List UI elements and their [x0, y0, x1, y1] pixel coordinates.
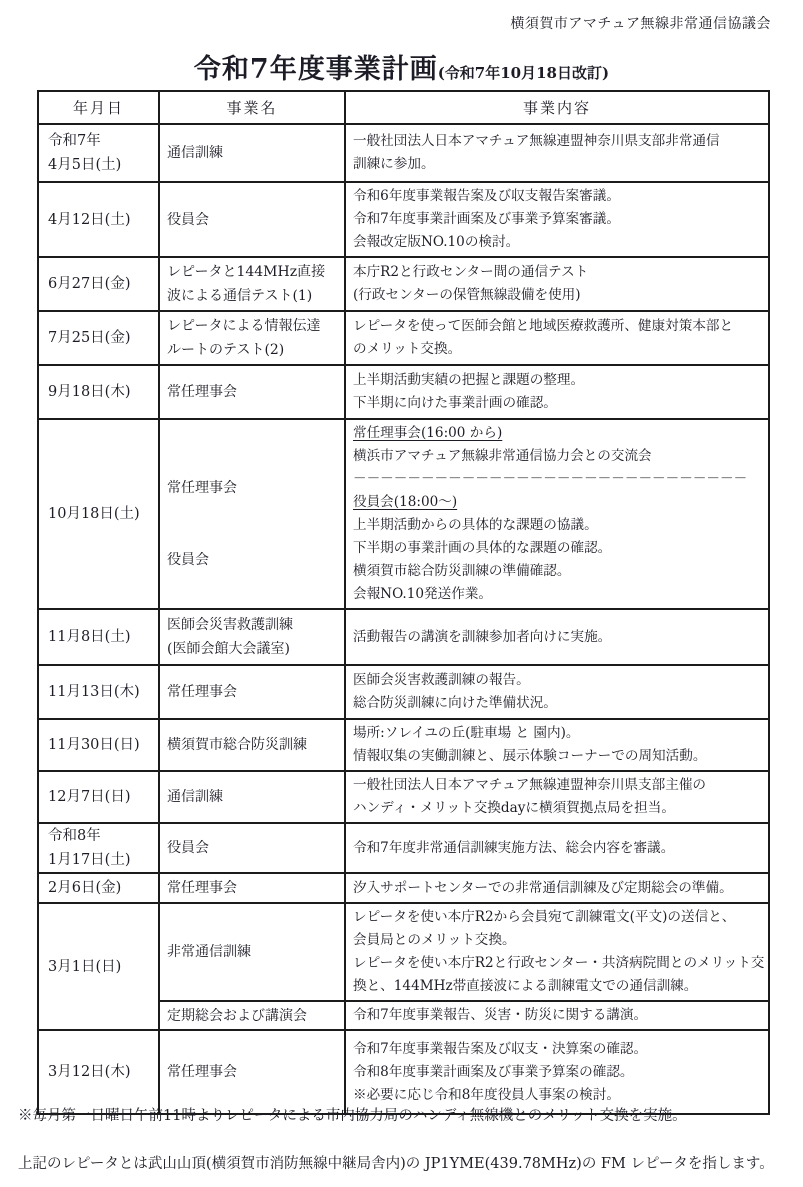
date-line: 3月1日(日) — [48, 958, 122, 975]
event-name-line: ルートのテスト(2) — [167, 342, 285, 358]
content-line: 場所:ソレイユの丘(駐車場 と 園内)。 — [353, 725, 580, 741]
date-line: 令和7年 — [48, 133, 101, 149]
date-line: 10月18日(土) — [48, 506, 140, 522]
content-line: 一般社団法人日本アマチュア無線連盟神奈川県支部主催の — [353, 777, 707, 793]
date-cell — [38, 719, 159, 771]
date-line: 11月30日(日) — [48, 737, 140, 753]
date-cell — [38, 665, 159, 719]
event-name-line: 通信訓練 — [167, 789, 223, 805]
content-line: 下半期に向けた事業計画の確認。 — [353, 395, 557, 411]
event-name-cell — [159, 665, 345, 719]
event-name-cell — [159, 311, 345, 365]
event-name-cell — [159, 1001, 345, 1030]
date-cell — [38, 873, 159, 903]
event-content-cell — [345, 719, 769, 771]
event-name-line: (医師会館大会議室) — [167, 641, 290, 657]
event-name-line: 定期総会および講演会 — [167, 1007, 307, 1024]
event-name-cell — [159, 365, 345, 419]
event-name-line: 波による通信テスト(1) — [167, 288, 313, 304]
event-name-line: 常任理事会 — [167, 480, 237, 496]
table-row — [38, 1030, 769, 1114]
date-cell — [38, 365, 159, 419]
event-name-cell — [159, 903, 345, 1001]
date-line: 4月5日(土) — [48, 157, 122, 173]
date-line: 3月12日(木) — [48, 1064, 131, 1080]
content-line: 会員局とのメリット交換。 — [353, 932, 516, 948]
event-name-line: 医師会災害救護訓練 — [167, 617, 293, 633]
content-line: 横須賀市総合防災訓練の準備確認。 — [353, 563, 571, 579]
event-content-cell — [345, 124, 769, 182]
content-line: (行政センターの保管無線設備を使用) — [353, 287, 581, 303]
content-line: 医師会災害救護訓練の報告。 — [353, 672, 530, 688]
footnote-repeater-description: 上記のレピータとは武山山頂(横須賀市消防無線中継局舎内)の JP1YME(439.78MHz)の FM レピータを指します。 — [18, 1156, 774, 1172]
event-name-cell — [159, 719, 345, 771]
event-content-cell — [345, 182, 769, 257]
org-name: 横須賀市アマチュア無線非常通信協議会 — [510, 16, 771, 32]
event-content-cell — [345, 771, 769, 823]
event-name-cell — [159, 124, 345, 182]
table-row — [38, 365, 769, 419]
date-line: 11月13日(木) — [48, 684, 140, 700]
date-line: 2月6日(金) — [48, 880, 122, 896]
event-content-cell — [345, 823, 769, 873]
content-line: 会報改定版NO.10の検討。 — [353, 234, 520, 250]
date-line: 1月17日(土) — [48, 852, 131, 868]
header-event-name: 事業名 — [159, 91, 345, 124]
event-content-cell — [345, 257, 769, 311]
event-name-cell — [159, 771, 345, 823]
content-line: 上半期活動からの具体的な課題の協議。 — [353, 517, 598, 533]
event-content-cell — [345, 419, 769, 609]
event-content-cell — [345, 1001, 769, 1030]
event-name-cell — [159, 1030, 345, 1114]
date-line: 4月12日(土) — [48, 211, 131, 228]
table-row — [38, 419, 769, 609]
content-line: 令和7年度事業計画案及び事業予算案審議。 — [353, 211, 620, 227]
table-row — [38, 719, 769, 771]
event-name-cell — [159, 873, 345, 903]
event-name-cell — [159, 823, 345, 873]
event-name-line: 横須賀市総合防災訓練 — [167, 737, 307, 753]
event-name-cell — [159, 257, 345, 311]
table-row — [38, 903, 769, 1001]
content-line: 汐入サポートセンターでの非常通信訓練及び定期総会の準備。 — [353, 879, 733, 896]
date-cell — [38, 823, 159, 873]
event-name-cell — [159, 419, 345, 609]
content-line: 令和7年度非常通信訓練実施方法、総会内容を審議。 — [353, 839, 675, 856]
content-line: 横浜市アマチュア無線非常通信協力会との交流会 — [353, 448, 652, 464]
date-cell — [38, 182, 159, 257]
date-line: 7月25日(金) — [48, 330, 131, 346]
content-line: 常任理事会(16:00 から) — [353, 425, 503, 441]
content-line: 上半期活動実績の把握と課題の整理。 — [353, 372, 585, 388]
content-line: レピータを使って医師会館と地域医療救護所、健康対策本部と — [353, 318, 734, 334]
event-content-cell — [345, 665, 769, 719]
content-line: 情報収集の実働訓練と、展示体験コーナーでの周知活動。 — [353, 748, 707, 764]
table-row — [38, 609, 769, 665]
content-line: 役員会(18:00〜) — [353, 494, 458, 510]
content-line: ※必要に応じ令和8年度役員人事案の検討。 — [353, 1086, 620, 1103]
date-cell — [38, 311, 159, 365]
event-name-cell — [159, 182, 345, 257]
content-line: 会報NO.10発送作業。 — [353, 586, 493, 602]
event-name-line: 常任理事会 — [167, 384, 237, 400]
table-row — [38, 873, 769, 903]
business-plan-table — [37, 90, 770, 1115]
date-cell — [38, 609, 159, 665]
event-content-cell — [345, 1030, 769, 1114]
date-cell — [38, 771, 159, 823]
table-row — [38, 823, 769, 873]
content-line: 本庁R2と行政センター間の通信テスト — [353, 264, 589, 280]
dashed-separator: －－－－－－－－－－－－－－－－－－－－－－－－－－－－－ — [353, 471, 748, 487]
content-line: 活動報告の講演を訓練参加者向けに実施。 — [353, 628, 612, 645]
content-line: 令和7年度事業報告案及び収支・決算案の確認。 — [353, 1040, 648, 1057]
header-event-content: 事業内容 — [345, 91, 769, 124]
event-name-line: 常任理事会 — [167, 880, 237, 896]
footnote-monthly-merit-exchange: ※毎月第一日曜日午前11時よりレピータによる市内協力局のハンディ無線機とのメリット交換を実施。 — [18, 1108, 687, 1124]
event-name-line: 非常通信訓練 — [167, 944, 251, 960]
content-line: のメリット交換。 — [353, 341, 462, 357]
content-line: 令和6年度事業報告案及び収支報告案審議。 — [353, 188, 620, 204]
table-row — [38, 124, 769, 182]
date-cell — [38, 1030, 159, 1114]
table-row — [38, 182, 769, 257]
date-cell — [38, 903, 159, 1030]
event-content-cell — [345, 311, 769, 365]
title-block — [0, 47, 803, 86]
date-line: 12月7日(日) — [48, 789, 131, 805]
event-name-line: 通信訓練 — [167, 145, 223, 161]
event-name-cell — [159, 609, 345, 665]
content-line: 総合防災訓練に向けた準備状況。 — [353, 695, 557, 711]
content-line: レピータを使い本庁R2と行政センター・共済病院間とのメリット交 — [353, 955, 765, 971]
event-name-line: 役員会 — [167, 211, 209, 228]
table-row — [38, 665, 769, 719]
content-line: 下半期の事業計画の具体的な課題の確認。 — [353, 540, 612, 556]
content-line: 令和7年度事業報告、災害・防災に関する講演。 — [353, 1007, 648, 1023]
content-line: 令和8年度事業計画案及び事業予算案の確認。 — [353, 1063, 634, 1080]
header-date: 年月日 — [38, 91, 159, 124]
table-header-row — [38, 91, 769, 124]
date-cell — [38, 419, 159, 609]
event-name-line: 役員会 — [167, 552, 209, 568]
event-name-line: 役員会 — [167, 840, 209, 856]
date-cell — [38, 257, 159, 311]
event-content-cell — [345, 903, 769, 1001]
event-name-line: 常任理事会 — [167, 684, 237, 700]
date-line: 11月8日(土) — [48, 629, 131, 645]
date-line: 9月18日(木) — [48, 384, 131, 400]
event-name-line: レピータによる情報伝達 — [167, 318, 321, 334]
table-row — [38, 257, 769, 311]
content-line: 一般社団法人日本アマチュア無線連盟神奈川県支部非常通信 — [353, 133, 720, 149]
date-line: 6月27日(金) — [48, 276, 131, 292]
content-line: レピータを使い本庁R2から会員宛て訓練電文(平文)の送信と、 — [353, 909, 736, 925]
content-line: 換と、144MHz帯直接波による訓練電文での通信訓練。 — [353, 978, 698, 994]
content-line: ハンディ・メリット交換dayに横須賀拠点局を担当。 — [353, 800, 675, 816]
content-line: 訓練に参加。 — [353, 156, 435, 172]
date-line: 令和8年 — [48, 828, 101, 844]
event-content-cell — [345, 365, 769, 419]
event-name-line: 常任理事会 — [167, 1064, 237, 1080]
table-row — [38, 311, 769, 365]
event-name-line: レピータと144MHz直接 — [167, 264, 326, 280]
event-content-cell — [345, 609, 769, 665]
page-title: 令和7年度事業計画 — [193, 54, 438, 85]
title-revision-note: (令和7年10月18日改訂) — [437, 64, 610, 82]
table-row — [38, 771, 769, 823]
event-content-cell — [345, 873, 769, 903]
date-cell — [38, 124, 159, 182]
